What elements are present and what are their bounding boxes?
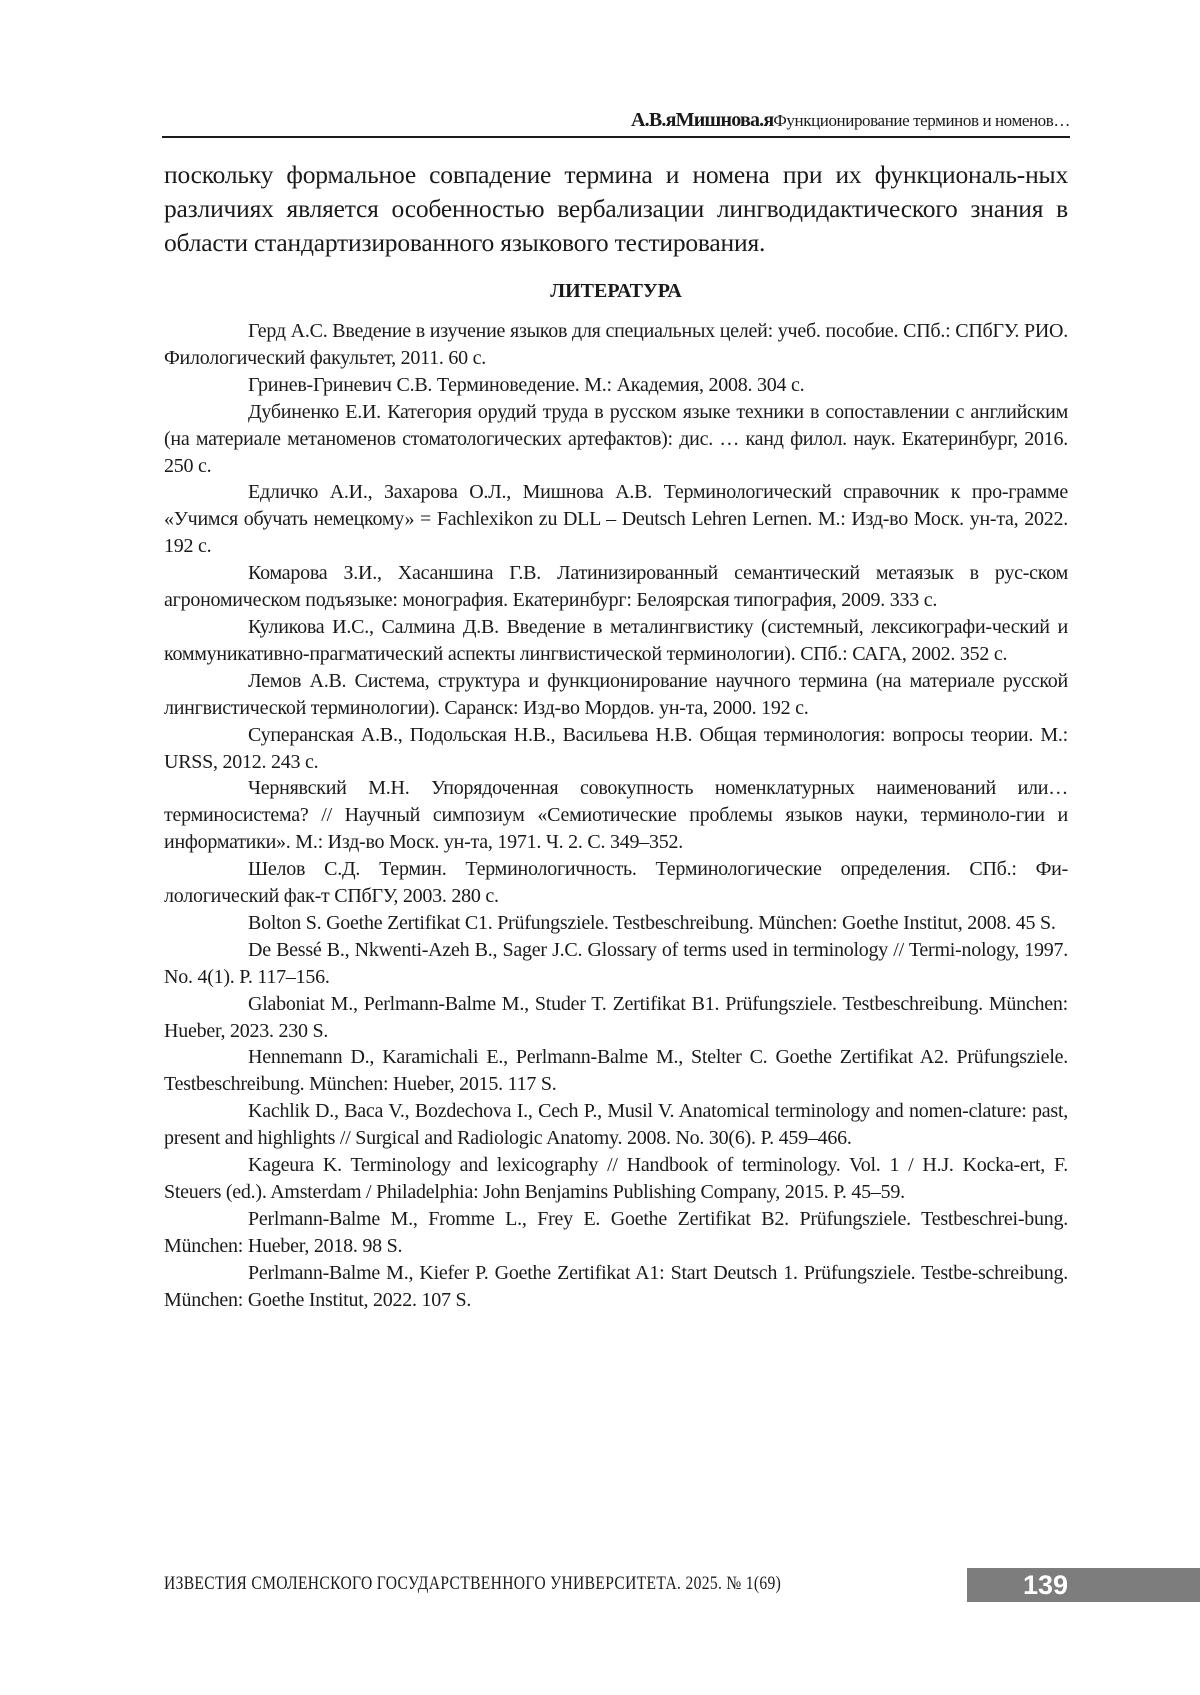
header-author: А.В.яМишнова.я	[631, 109, 774, 131]
reference-item: Герд А.С. Введение в изучение языков для специальных целей: учеб. пособие. СПб.: СПбГУ. РИО. Филологический факультет, 2011. 60 с.	[164, 320, 1068, 369]
reference-item: Glaboniat M., Perlmann-Balme M., Studer T. Zertifikat B1. Prüfungsziele. Testbeschreibung. München: Hueber, 2023. 230 S.	[164, 992, 1068, 1042]
page-number: 139	[1023, 1570, 1069, 1600]
reference-item: Комарова З.И., Хасаншина Г.В. Латинизированный семантический метаязык в рус-ском агрономическом подъязыке: монография. Екатеринбург: Белоярская типография, 2009. 333 с.	[164, 562, 1068, 612]
reference-item: Шелов С.Д. Термин. Терминологичность. Терминологические определения. СПб.: Фи-лологический фак-т СПбГУ, 2003. 280 с.	[164, 858, 1068, 908]
journal-name: ИЗВЕСТИЯ СМОЛЕНСКОГО ГОСУДАРСТВЕННОГО УНИВЕРСИТЕТА. 2025. № 1(69)	[164, 1573, 782, 1594]
reference-item: Гринев-Гриневич С.В. Терминоведение. М.: Академия, 2008. 304 с.	[248, 373, 805, 396]
reference-item: Kageura K. Terminology and lexicography // Handbook of terminology. Vol. 1 / H.J. Kocka-ert, F. Steuers (ed.). Amsterdam / Philadelphia: John Benjamins Publishing Company, 2015. P. 45–59.	[164, 1154, 1068, 1203]
page-number-box	[967, 1568, 1200, 1602]
reference-item: Куликова И.С., Салмина Д.В. Введение в металингвистику (системный, лексикографи-ческий и коммуникативно-прагматический аспекты лингвистической терминологии). СПб.: САГА, 2002. 352 с.	[164, 615, 1068, 665]
page-body	[164, 158, 1068, 1314]
reference-item: Perlmann-Balme M., Kiefer P. Goethe Zertifikat A1: Start Deutsch 1. Prüfungsziele. Testbe-schreibung. München: Goethe Institut, 2022. 107 S.	[164, 1261, 1068, 1311]
reference-item: De Bessé B., Nkwenti-Azeh B., Sager J.C. Glossary of terms used in terminology // Termi-nology, 1997. No. 4(1). P. 117–156.	[164, 938, 1068, 988]
reference-item: Kachlik D., Baca V., Bozdechova I., Cech P., Musil V. Anatomical terminology and nomen-clature: past, present and highlights // Surgical and Radiologic Anatomy. 2008. No. 30(6). P. 459–466.	[164, 1100, 1068, 1150]
reference-item: Hennemann D., Karamichali E., Perlmann-Balme M., Stelter C. Goethe Zertifikat A2. Prüfungsziele. Testbeschreibung. München: Hueber, 2015. 117 S.	[164, 1046, 1068, 1096]
reference-item: Perlmann-Balme M., Fromme L., Frey E. Goethe Zertifikat B2. Prüfungsziele. Testbeschrei-bung. München: Hueber, 2018. 98 S.	[164, 1207, 1068, 1257]
reference-item: Bolton S. Goethe Zertifikat C1. Prüfungsziele. Testbeschreibung. München: Goethe Institut, 2008. 45 S.	[248, 911, 1056, 934]
reference-item: Суперанская А.В., Подольская Н.В., Васильева Н.В. Общая терминология: вопросы теории. М.: URSS, 2012. 243 с.	[164, 723, 1068, 773]
header-article-title: Функционирование терминов и номенов…	[773, 111, 1070, 130]
page-footer	[164, 1568, 1200, 1602]
references-heading: ЛИТЕРАТУРА	[550, 280, 682, 302]
running-header	[162, 108, 1070, 138]
reference-list	[164, 318, 1068, 1314]
reference-item: Дубиненко Е.И. Категория орудий труда в русском языке техники в сопоставлении с английским (на материале метаноменов стоматологических артефактов): дис. … канд филол. наук. Екатеринбург, 2016. 250 с.	[164, 400, 1068, 477]
reference-item: Лемов А.В. Система, структура и функционирование научного термина (на материале русской лингвистической терминологии). Саранск: Изд-во Мордов. ун-та, 2000. 192 с.	[164, 669, 1068, 719]
reference-item: Чернявский М.Н. Упорядоченная совокупность номенклатурных наименований или… терминосистема? // Научный симпозиум «Семиотические проблемы языков науки, терминоло-гии и информатики». М.: Изд-во Моск. ун-та, 1971. Ч. 2. С. 349–352.	[164, 777, 1068, 854]
reference-item: Едличко А.И., Захарова О.Л., Мишнова А.В. Терминологический справочник к про-грамме «Учимся обучать немецкому» = Fachlexikon zu DLL – Deutsch Lehren Lernen. М.: Изд-во Моск. ун-та, 2022. 192 с.	[164, 481, 1068, 558]
lead-paragraph: поскольку формальное совпадение термина и номена при их функциональ-ных различиях является особенностью вербализации лингводидактического знания в области стандартизированного языкового тестирования.	[164, 160, 1068, 257]
